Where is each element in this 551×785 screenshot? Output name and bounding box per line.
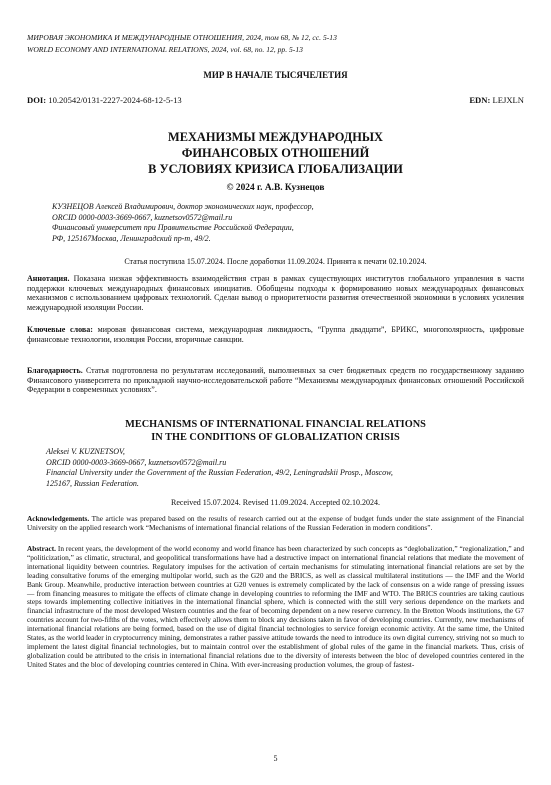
doi-value[interactable]: 10.20542/0131-2227-2024-68-12-5-13 xyxy=(48,95,182,105)
author-ru-line: ORCID 0000-0003-3669-0667, kuznetsov0572@mail.ru xyxy=(52,212,233,222)
article-title-en xyxy=(60,418,491,444)
author-ru-line: РФ, 125167Москва, Ленинградский пр-т, 49/2. xyxy=(52,233,211,243)
thanks-ru xyxy=(27,366,524,395)
author-ru-line: КУЗНЕЦОВ Алексей Владимирович, доктор экономических наук, профессор, xyxy=(52,202,314,211)
author-en-line: ORCID 0000-0003-3669-0667, kuznetsov0572@mail.ru xyxy=(46,457,227,467)
edn-line xyxy=(469,95,524,105)
thanks-text: Статья подготовлена по результатам исследований, выполненных за счет бюджетных средств по государственному заданию Финансового университета по прикладной научно-исследовательской работе “Механизмы международных финансовых отношений Российской Федерации в современных условиях”. xyxy=(27,366,524,395)
author-en-line: Aleksei V. KUZNETSOV, xyxy=(46,447,125,456)
keywords-label: Ключевые слова: xyxy=(27,325,93,334)
dates-ru: Статья поступила 15.07.2024. После доработки 11.09.2024. Принята к печати 02.10.2024. xyxy=(124,257,427,266)
title-en-line: MECHANISMS OF INTERNATIONAL FINANCIAL RELATIONS xyxy=(125,419,426,430)
doi-label: DOI: xyxy=(27,95,47,105)
edn-value: LEJXLN xyxy=(492,95,524,105)
annotation-label: Аннотация. xyxy=(27,274,70,283)
article-title-ru xyxy=(60,129,491,177)
page-number: 5 xyxy=(273,754,278,763)
title-ru-line: В УСЛОВИЯХ КРИЗИСА ГЛОБАЛИЗАЦИИ xyxy=(148,162,403,176)
acknowledgements-text: The article was prepared based on the results of research carried out at the expense of budget funds under the state assignment of the Financial University on the applied research work “Mechanisms of international financial relations of the Russian Federation in modern conditions”. xyxy=(27,514,524,532)
dates-en: Received 15.07.2024. Revised 11.09.2024. Accepted 02.10.2024. xyxy=(171,498,380,507)
author-block-en xyxy=(46,447,526,489)
keywords-ru xyxy=(27,325,524,344)
author-en-line: Financial University under the Government of the Russian Federation, 49/2, Leningradskii Prosp., Moscow, xyxy=(46,468,393,477)
acknowledgements-en xyxy=(27,515,524,533)
doi-line xyxy=(27,95,182,105)
copyright-line: © 2024 г. А.В. Кузнецов xyxy=(226,183,325,193)
annotation-ru xyxy=(27,274,524,312)
author-en-line: 125167, Russian Federation. xyxy=(46,478,139,488)
abstract-label: Abstract. xyxy=(27,544,56,553)
acknowledgements-label: Acknowledgements. xyxy=(27,514,90,523)
keywords-text: мировая финансовая система, международная ликвидность, “Группа двадцати”, БРИКС, многополярность, цифровые финансовые технологии, изоляция России, вторичные санкции. xyxy=(27,325,525,344)
title-ru-line: ФИНАНСОВЫХ ОТНОШЕНИЙ xyxy=(181,146,370,160)
edn-label: EDN: xyxy=(469,95,491,105)
abstract-en xyxy=(27,545,524,670)
running-header-ru: МИРОВАЯ ЭКОНОМИКА И МЕЖДУНАРОДНЫЕ ОТНОШЕНИЯ, 2024, том 68, № 12, сс. 5-13 xyxy=(27,33,337,42)
author-ru-line: Финансовый университет при Правительстве Российской Федерации, xyxy=(52,223,294,232)
abstract-text: In recent years, the development of the world economy and world finance has been characterized by such concepts as “deglobalization,” “regionalization,” and “politicization,” as climatic, structural, and geopolitical transformations have had a destructive impact on international financial relations that mediate the movement of international liquidity between countries. Regulatory impulses for the activation of certain mechanisms for stimulating international financial relations are set by the leading consultative forums of the emerging multipolar world, such as the G20 and the BRICS, as well as classical multilateral institutions — the IMF and the World Bank Group. Meanwhile, productive interaction between countries at G20 venues is extremely complicated by the lack of consensus on a wide range of pressing issues — from financing measures to mitigate the effects of climate change in developing countries to reforming the IMF and WTO. The BRICS countries are taking cautious steps towards implementing collective initiatives in the international financial sphere, which is connected with the still very serious dependence on the markets and financial infrastructure of the most developed Western countries and the fear of becoming dependent on a new reserve currency. In the Bretton Woods institutions, the G7 countries account for two-fifths of the votes, which effectively allows them to block any decisions taken in favor of developing countries. Currently, new mechanisms of international financial relations are being formed, based on the use of digital financial technologies to service foreign economic activity. At the same time, the United States, as the world leader in cryptocurrency mining, demonstrates a rather passive attitude towards the need to introduce its own digital currency, striving not so much to implement the latest digital financial technologies, but to maintain control over the establishment of global rules of the game in the financial markets. Thus, crisis of globalization could be attributed to the crisis in international financial relations due to the diversity of interests between the bloc of developed countries centered in the United States and the bloc of developing countries centered in China. With ever-increasing production volumes, the group of fastest- xyxy=(27,544,525,669)
title-en-line: IN THE CONDITIONS OF GLOBALIZATION CRISIS xyxy=(151,432,400,443)
annotation-text: Показана низкая эффективность взаимодействия стран в рамках существующих институтов глобального управления в части поддержки ключевых международных финансовых инициатив. Обобщены подходы к формированию новых международных финансовых механизмов с использованием цифровых технологий. Сделан вывод о приоритетности развития отечественной экономики в условиях усиления международной изоляции России. xyxy=(27,274,525,312)
title-ru-line: МЕХАНИЗМЫ МЕЖДУНАРОДНЫХ xyxy=(168,130,383,144)
running-header-en: WORLD ECONOMY AND INTERNATIONAL RELATIONS, 2024, vol. 68, no. 12, pp. 5-13 xyxy=(27,45,303,54)
thanks-label: Благодарность. xyxy=(27,366,83,375)
section-title: МИР В НАЧАЛЕ ТЫСЯЧЕЛЕТИЯ xyxy=(203,70,348,80)
author-block-ru xyxy=(52,202,522,244)
